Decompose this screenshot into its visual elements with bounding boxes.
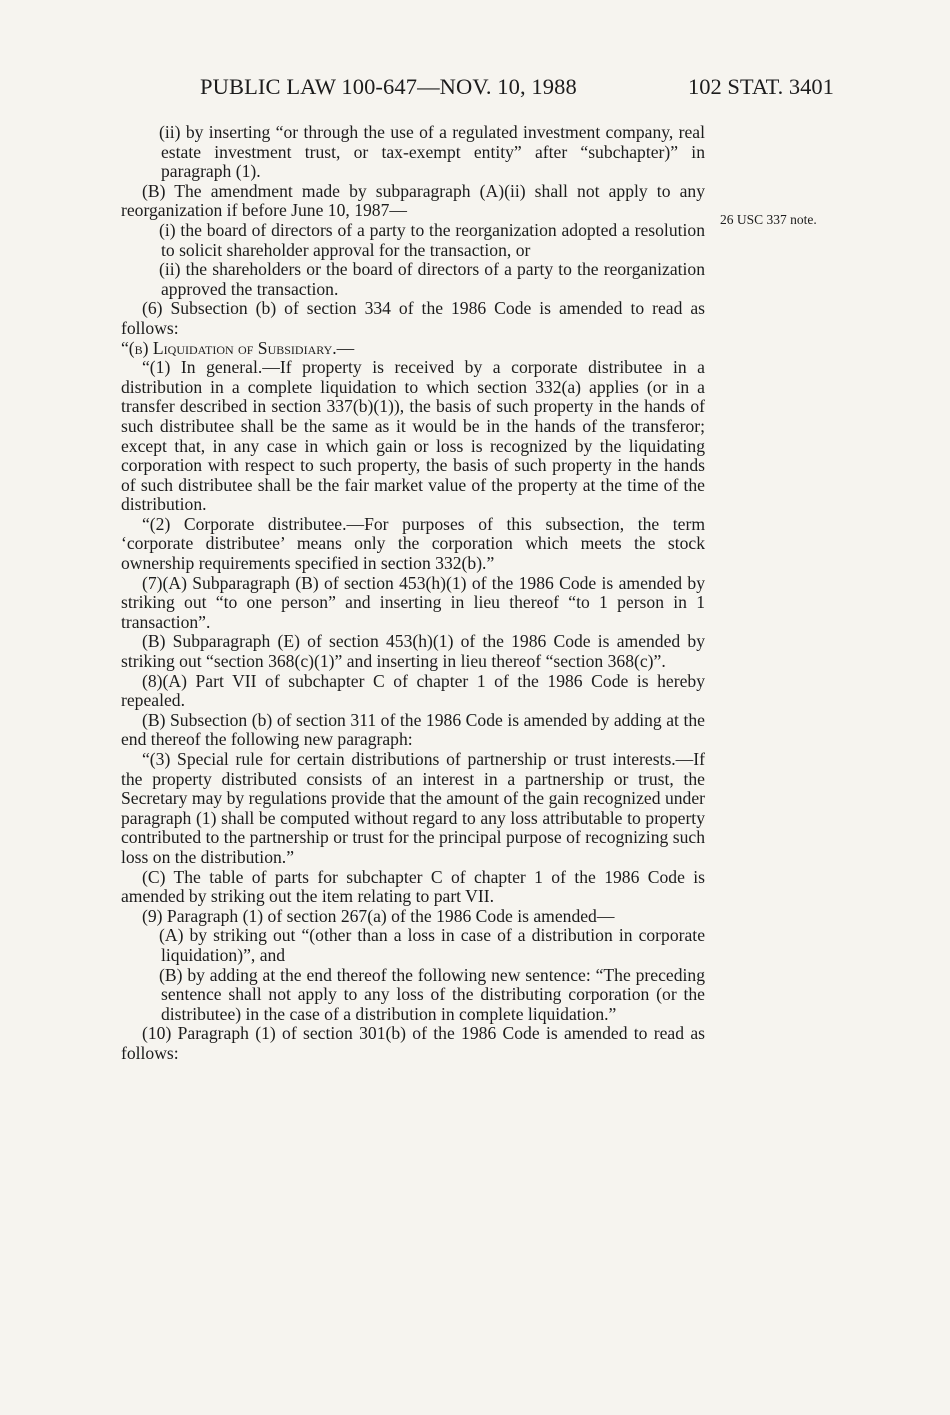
clause-ii-shareholders: (ii) the shareholders or the board of directors of a party to the reorganization approved the transaction. (159, 259, 705, 299)
clause-ii-inserting: (ii) by inserting “or through the use of a regulated investment company, real estate investment trust, or tax-exempt entity” after “subchapter)” in paragraph (1). (159, 122, 705, 182)
paragraph-8b: (B) Subsection (b) of section 311 of the 1986 Code is amended by adding at the end thereof the following new paragraph: (121, 709, 705, 750)
running-header-title: PUBLIC LAW 100-647—NOV. 10, 1988 (200, 74, 577, 99)
special-rule-paragraph-3: “(3) Special rule for certain distributions of partnership or trust interests.—If the property distributed consists of an interest in a partnership or trust, the Secretary may by regulations provide that the amount of the gain recognized under paragraph (1) shall be computed without regard to any loss attributable to property contributed to the partnership or trust for the principal purpose of recognizing such loss on the distribution.” (121, 749, 705, 867)
paragraph-9: (9) Paragraph (1) of section 267(a) of the 1986 Code is amended— (142, 905, 615, 926)
subsection-b-1-general: “(1) In general.—If property is received by a corporate distributee in a distribution in a complete liquidation to which section 332(a) applies (or in a transfer described in section 337(b)(1)), the basis of such property in the hands of such distributee shall be the same as it would be in the hands of the transferor; except that, in any case in which gain or loss is recognized by the liquidating corporation with respect to such property, the basis of such property in the hands of such distributee shall be the fair market value of the property at the time of the distribution. (121, 357, 705, 515)
statute-page-number: 102 STAT. 3401 (688, 74, 834, 99)
subsection-b-heading: “(b) Liquidation of Subsidiary.— (121, 337, 355, 358)
subparagraph-b-amendment: (B) The amendment made by subparagraph (A)(ii) shall not apply to any reorganization if before June 10, 1987— (121, 180, 705, 221)
margin-citation-note: 26 USC 337 note. (720, 212, 817, 227)
subsection-b-2-corporate-distributee: “(2) Corporate distributee.—For purposes of this subsection, the term ‘corporate distributee’ means only the corporation which meets the stock ownership requirements specified in section 332(b).” (121, 513, 705, 574)
law-body-text (121, 123, 705, 1064)
paragraph-9a: (A) by striking out “(other than a loss in case of a distribution in corporate liquidation)”, and (159, 925, 705, 965)
paragraph-10: (10) Paragraph (1) of section 301(b) of the 1986 Code is amended to read as follows: (121, 1023, 705, 1063)
clause-i-board: (i) the board of directors of a party to the reorganization adopted a resolution to solicit shareholder approval for the transaction, or (159, 219, 705, 260)
paragraph-8a: (8)(A) Part VII of subchapter C of chapter 1 of the 1986 Code is hereby repealed. (121, 670, 705, 711)
paragraph-7b: (B) Subparagraph (E) of section 453(h)(1) of the 1986 Code is amended by striking out “section 368(c)(1)” and inserting in lieu thereof “section 368(c)”. (121, 631, 705, 672)
paragraph-7a: (7)(A) Subparagraph (B) of section 453(h)(1) of the 1986 Code is amended by striking out “to one person” and inserting in lieu thereof “to 1 person in 1 transaction”. (121, 572, 705, 632)
paragraph-6: (6) Subsection (b) of section 334 of the 1986 Code is amended to read as follows: (121, 298, 705, 338)
paragraph-8c: (C) The table of parts for subchapter C of chapter 1 of the 1986 Code is amended by striking out the item relating to part VII. (121, 866, 705, 907)
paragraph-9b: (B) by adding at the end thereof the following new sentence: “The preceding sentence shall not apply to any loss of the distributing corporation (or the distributee) in the case of a distribution in complete liquidation.” (159, 964, 705, 1024)
